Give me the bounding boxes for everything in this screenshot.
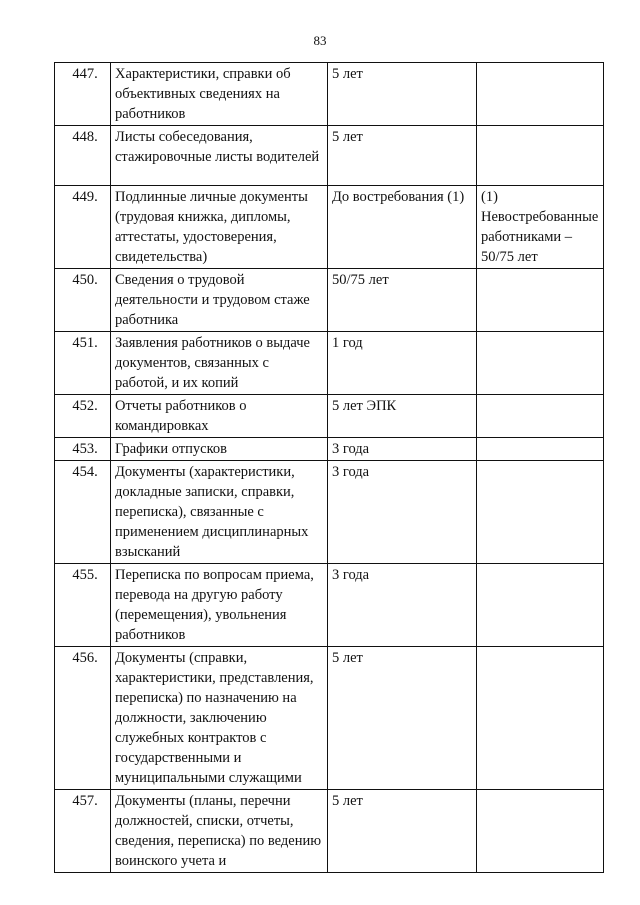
row-note [477,647,604,790]
row-note [477,461,604,564]
row-number: 452. [72,398,98,414]
table-row [55,63,604,126]
row-number: 453. [72,441,98,457]
page-number: 83 [313,33,327,48]
row-description: Графики отпусков [111,438,328,461]
table-row [55,269,604,332]
row-number: 449. [72,189,98,205]
row-note [477,564,604,647]
row-description: Подлинные личные документы (трудовая книжка, дипломы, аттестаты, удостоверения, свидетельства) [111,186,328,269]
table-row [55,564,604,647]
row-note: (1) Невостребованные работниками – 50/75 лет [477,186,604,269]
row-description: Документы (планы, перечни должностей, списки, отчеты, сведения, переписка) по ведению воинского учета и [111,790,328,873]
row-term: 5 лет ЭПК [328,395,477,438]
row-description: Листы собеседования, стажировочные листы водителей [111,126,328,186]
row-description: Заявления работников о выдаче документов, связанных с работой, и их копий [111,332,328,395]
table-row [55,126,604,186]
row-description: Отчеты работников о командировках [111,395,328,438]
row-note [477,269,604,332]
row-term: 3 года [328,564,477,647]
row-term: 3 года [328,461,477,564]
table-row [55,438,604,461]
row-term: 5 лет [328,790,477,873]
row-description: Переписка по вопросам приема, перевода на другую работу (перемещения), увольнения работников [111,564,328,647]
table-row [55,332,604,395]
row-term: 5 лет [328,63,477,126]
row-number: 457. [72,793,98,809]
row-number: 455. [72,567,98,583]
table-row [55,647,604,790]
table-row [55,790,604,873]
row-number: 448. [72,129,98,145]
table-row [55,461,604,564]
row-description: Характеристики, справки об объективных сведениях на работников [111,63,328,126]
row-note [477,126,604,186]
row-number: 456. [72,650,98,666]
row-note [477,790,604,873]
row-term: 5 лет [328,126,477,186]
table-row [55,186,604,269]
row-note [477,395,604,438]
records-table [54,62,604,873]
row-note [477,438,604,461]
row-term: 5 лет [328,647,477,790]
row-number: 447. [72,66,98,82]
row-term: До востребования (1) [328,186,477,269]
row-number: 454. [72,464,98,480]
row-term: 3 года [328,438,477,461]
row-term: 50/75 лет [328,269,477,332]
row-description: Документы (справки, характеристики, представления, переписка) по назначению на должности, заключению служебных контрактов с государственными и муниципальными служащими [111,647,328,790]
row-term: 1 год [328,332,477,395]
row-number: 450. [72,272,98,288]
row-description: Документы (характеристики, докладные записки, справки, переписка), связанные с применением дисциплинарных взысканий [111,461,328,564]
row-note [477,63,604,126]
table-row [55,395,604,438]
row-description: Сведения о трудовой деятельности и трудовом стаже работника [111,269,328,332]
row-number: 451. [72,335,98,351]
row-note [477,332,604,395]
